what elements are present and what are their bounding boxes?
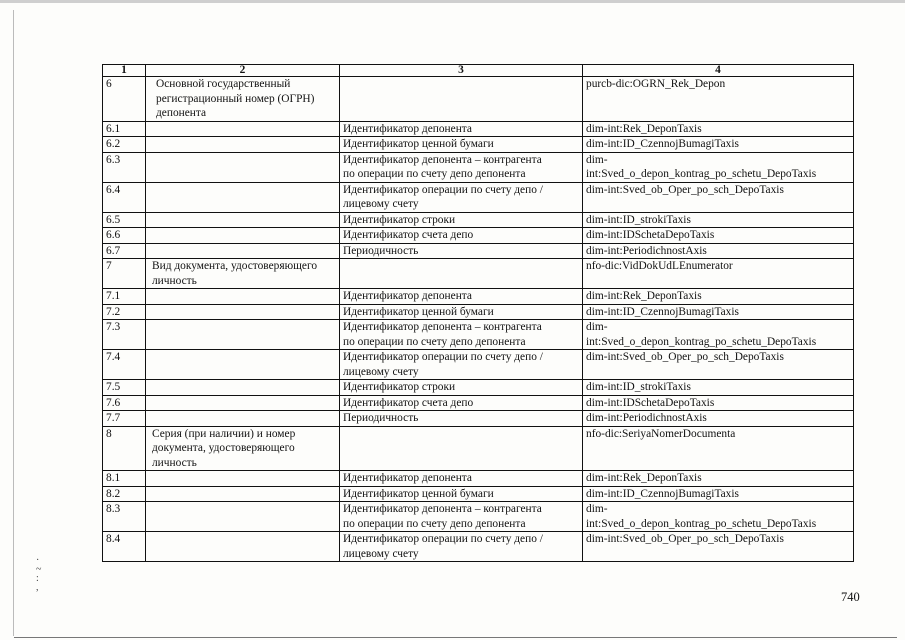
taxonomy-code-cell: nfo-dic:VidDokUdLEnumerator [583, 259, 854, 289]
taxonomy-table [102, 64, 854, 562]
table-row [103, 426, 854, 471]
table-row [103, 486, 854, 502]
table-row [103, 228, 854, 244]
taxonomy-code-cell: dim-int:Sved_ob_Oper_po_sch_DepoTaxis [583, 350, 854, 380]
dimension-cell: Идентификатор счета депо [340, 395, 583, 411]
row-number-cell: 8.2 [103, 486, 146, 502]
table-row [103, 411, 854, 427]
indicator-name-cell [146, 243, 340, 259]
dimension-cell: Идентификатор депонента – контрагента по операции по счету депо депонента [340, 502, 583, 532]
indicator-name-cell [146, 304, 340, 320]
dimension-cell: Идентификатор депонента [340, 121, 583, 137]
taxonomy-code-cell: dim-int:Sved_ob_Oper_po_sch_DepoTaxis [583, 532, 854, 562]
taxonomy-code-cell: dim-int:ID_CzennojBumagiTaxis [583, 304, 854, 320]
taxonomy-code-cell: nfo-dic:SeriyaNomerDocumenta [583, 426, 854, 471]
row-number-cell: 8.1 [103, 471, 146, 487]
row-number-cell: 7 [103, 259, 146, 289]
row-number-cell: 6.4 [103, 182, 146, 212]
row-number-cell: 7.4 [103, 350, 146, 380]
taxonomy-code-cell: dim-int:ID_CzennojBumagiTaxis [583, 137, 854, 153]
row-number-cell: 6.3 [103, 152, 146, 182]
table-row [103, 259, 854, 289]
indicator-name-cell [146, 289, 340, 305]
indicator-name-cell: Основной государственный регистрационный номер (ОГРН) депонента [146, 77, 340, 122]
table-row [103, 532, 854, 562]
taxonomy-code-cell: dim-int:Rek_DeponTaxis [583, 121, 854, 137]
dimension-cell: Идентификатор счета депо [340, 228, 583, 244]
taxonomy-code-cell: dim-int:Sved_ob_Oper_po_sch_DepoTaxis [583, 182, 854, 212]
dimension-cell: Идентификатор депонента – контрагента по операции по счету депо депонента [340, 320, 583, 350]
table-row [103, 152, 854, 182]
table-row [103, 350, 854, 380]
taxonomy-code-cell: dim- int:Sved_o_depon_kontrag_po_schetu_DepoTaxis [583, 152, 854, 182]
indicator-name-cell [146, 320, 340, 350]
row-number-cell: 8.4 [103, 532, 146, 562]
scan-edge-bottom [14, 637, 897, 638]
table-row [103, 380, 854, 396]
dimension-cell: Идентификатор операции по счету депо / лицевому счету [340, 350, 583, 380]
indicator-name-cell [146, 182, 340, 212]
indicator-name-cell [146, 228, 340, 244]
indicator-name-cell [146, 502, 340, 532]
header-cell-3: 3 [340, 65, 583, 77]
row-number-cell: 6.5 [103, 212, 146, 228]
table-row [103, 395, 854, 411]
row-number-cell: 7.1 [103, 289, 146, 305]
indicator-name-cell [146, 486, 340, 502]
row-number-cell: 7.5 [103, 380, 146, 396]
dimension-cell: Идентификатор депонента [340, 471, 583, 487]
table-body [103, 65, 854, 562]
dimension-cell: Идентификатор строки [340, 380, 583, 396]
row-number-cell: 7.3 [103, 320, 146, 350]
page-number: 740 [841, 590, 860, 604]
dimension-cell: Идентификатор ценной бумаги [340, 486, 583, 502]
taxonomy-code-cell: purcb-dic:OGRN_Rek_Depon [583, 77, 854, 122]
taxonomy-code-cell: dim-int:ID_strokiTaxis [583, 380, 854, 396]
dimension-cell: Периодичность [340, 243, 583, 259]
table-row [103, 182, 854, 212]
table-row [103, 502, 854, 532]
taxonomy-code-cell: dim-int:Rek_DeponTaxis [583, 471, 854, 487]
table-row [103, 121, 854, 137]
row-number-cell: 6.1 [103, 121, 146, 137]
taxonomy-code-cell: dim-int:IDSchetaDepoTaxis [583, 395, 854, 411]
header-cell-2: 2 [146, 65, 340, 77]
row-number-cell: 6 [103, 77, 146, 122]
header-cell-1: 1 [103, 65, 146, 77]
scan-edge-left [13, 10, 14, 636]
table-row [103, 77, 854, 122]
row-number-cell: 8 [103, 426, 146, 471]
taxonomy-code-cell: dim-int:PeriodichnostAxis [583, 411, 854, 427]
table-row [103, 289, 854, 305]
table-row [103, 137, 854, 153]
scan-edge-top [0, 0, 905, 3]
indicator-name-cell [146, 411, 340, 427]
dimension-cell [340, 77, 583, 122]
dimension-cell: Периодичность [340, 411, 583, 427]
header-cell-4: 4 [583, 65, 854, 77]
indicator-name-cell [146, 471, 340, 487]
row-number-cell: 7.7 [103, 411, 146, 427]
row-number-cell: 7.6 [103, 395, 146, 411]
indicator-name-cell [146, 212, 340, 228]
row-number-cell: 8.3 [103, 502, 146, 532]
margin-mark: · ~ : , [36, 555, 41, 593]
taxonomy-code-cell: dim- int:Sved_o_depon_kontrag_po_schetu_DepoTaxis [583, 502, 854, 532]
dimension-cell: Идентификатор операции по счету депо / лицевому счету [340, 182, 583, 212]
header-row [103, 65, 854, 77]
indicator-name-cell [146, 380, 340, 396]
table-row [103, 243, 854, 259]
indicator-name-cell: Серия (при наличии) и номер документа, удостоверяющего личность [146, 426, 340, 471]
dimension-cell: Идентификатор ценной бумаги [340, 137, 583, 153]
taxonomy-code-cell: dim-int:Rek_DeponTaxis [583, 289, 854, 305]
row-number-cell: 6.7 [103, 243, 146, 259]
table-row [103, 471, 854, 487]
row-number-cell: 6.6 [103, 228, 146, 244]
dimension-cell: Идентификатор депонента [340, 289, 583, 305]
taxonomy-code-cell: dim-int:IDSchetaDepoTaxis [583, 228, 854, 244]
dimension-cell [340, 259, 583, 289]
table-row [103, 320, 854, 350]
indicator-name-cell [146, 137, 340, 153]
indicator-name-cell [146, 395, 340, 411]
row-number-cell: 7.2 [103, 304, 146, 320]
indicator-name-cell [146, 532, 340, 562]
taxonomy-code-cell: dim-int:PeriodichnostAxis [583, 243, 854, 259]
taxonomy-code-cell: dim-int:ID_CzennojBumagiTaxis [583, 486, 854, 502]
indicator-name-cell: Вид документа, удостоверяющего личность [146, 259, 340, 289]
table-row [103, 304, 854, 320]
dimension-cell: Идентификатор ценной бумаги [340, 304, 583, 320]
dimension-cell: Идентификатор строки [340, 212, 583, 228]
indicator-name-cell [146, 121, 340, 137]
dimension-cell: Идентификатор депонента – контрагента по операции по счету депо депонента [340, 152, 583, 182]
taxonomy-code-cell: dim-int:ID_strokiTaxis [583, 212, 854, 228]
taxonomy-code-cell: dim- int:Sved_o_depon_kontrag_po_schetu_DepoTaxis [583, 320, 854, 350]
table-row [103, 212, 854, 228]
indicator-name-cell [146, 350, 340, 380]
row-number-cell: 6.2 [103, 137, 146, 153]
dimension-cell [340, 426, 583, 471]
indicator-name-cell [146, 152, 340, 182]
dimension-cell: Идентификатор операции по счету депо / лицевому счету [340, 532, 583, 562]
